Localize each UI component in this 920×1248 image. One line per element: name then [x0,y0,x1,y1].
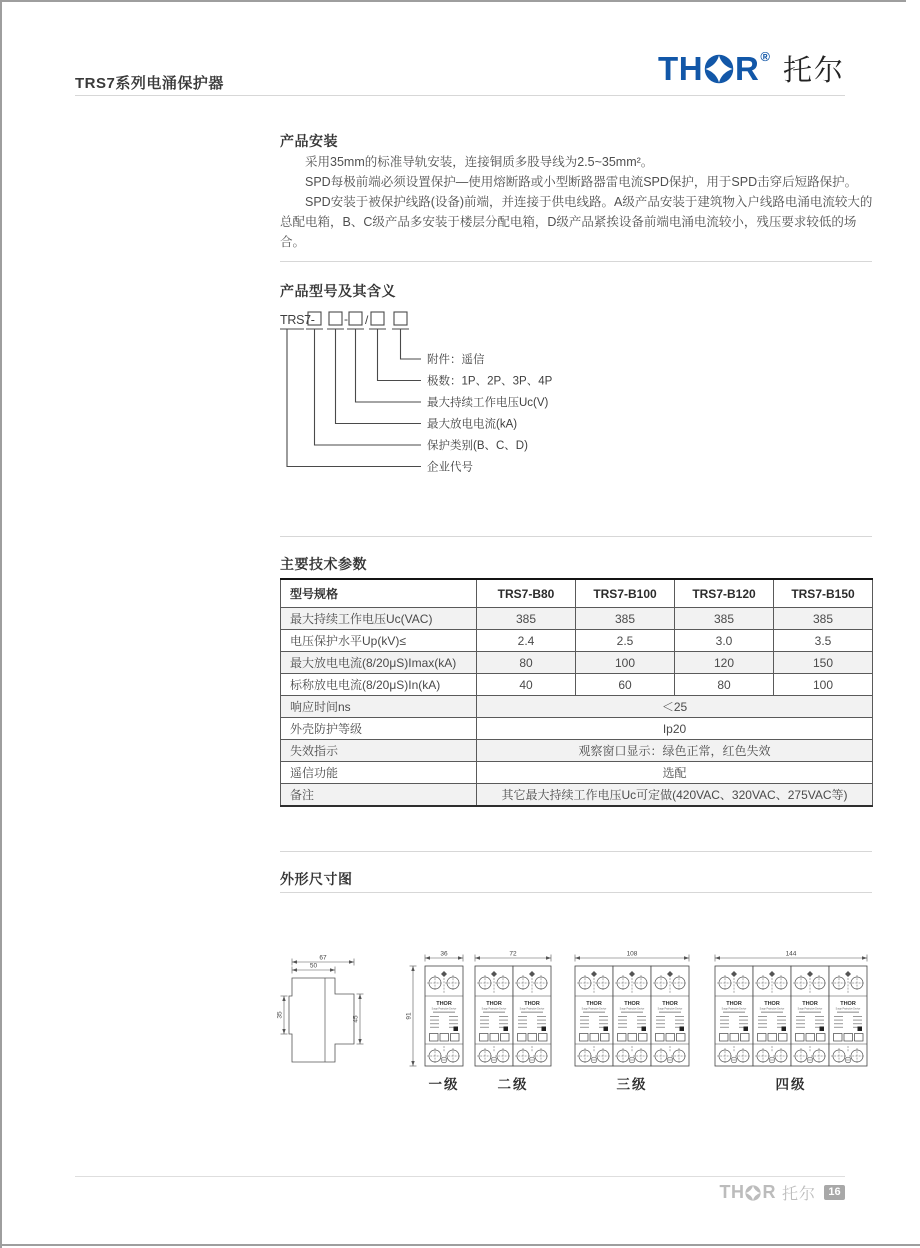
section-title-parameters: 主要技术参数 [280,556,367,572]
table-row-5 [281,696,873,718]
row-label: 最大持续工作电压Uc(VAC) [281,608,477,630]
row-label: 遥信功能 [281,762,477,784]
svg-text:THOR: THOR [840,1001,856,1007]
section-rule-3 [280,851,872,852]
svg-text:45: 45 [352,1015,360,1023]
section-title-dimensions: 外形尺寸图 [280,871,353,887]
table-row-4 [281,674,873,696]
module-group-label-3: 三级 [616,1077,648,1092]
svg-text:THOR: THOR [486,1001,502,1007]
model-code-diagram [280,303,875,483]
footer-logo-r: R [762,1182,776,1202]
module-group-1 [406,951,464,1093]
row-value-2: 100 [576,652,675,674]
dimension-drawings [276,948,872,1098]
module-group-3 [575,951,689,1093]
table-header-model-4: TRS7-B150 [774,579,873,608]
code-dash: - [344,312,348,326]
row-label: 响应时间ns [281,696,477,718]
logo-text-r: R [735,49,760,87]
table-header-label: 型号规格 [281,579,477,608]
module-group-label-2: 二级 [497,1077,529,1092]
svg-text:67: 67 [319,954,327,962]
callout-label-company: 企业代号 [427,461,473,474]
callout-line-5 [315,329,422,445]
section-rule-1 [280,261,872,262]
svg-text:Surge Protective Device: Surge Protective Device [835,1008,861,1011]
row-label: 最大放电电流(8/20μS)Imax(kA) [281,652,477,674]
dimensions-title-rule [280,892,872,893]
svg-text:35: 35 [276,1011,284,1019]
callout-label-class: 保护类别(B、C、D) [427,440,528,452]
table-header-model-2: TRS7-B100 [576,579,675,608]
code-box-2 [329,312,342,325]
section-title-model-meaning: 产品型号及其含义 [280,283,396,299]
svg-text:Surge Protective Device: Surge Protective Device [619,1008,645,1011]
svg-text:THOR: THOR [524,1001,540,1007]
svg-text:Surge Protective Device: Surge Protective Device [759,1008,785,1011]
code-box-3 [349,312,362,325]
callout-label-imax: 最大放电电流(kA) [427,418,518,431]
svg-text:50: 50 [309,962,318,970]
page-number-badge: 16 [824,1185,845,1200]
row-value-1: 2.4 [477,630,576,652]
module-group-2 [475,951,551,1093]
code-box-4 [371,312,384,325]
page-border-bottom [0,1244,920,1246]
row-label: 外壳防护等级 [281,718,477,740]
callout-line-1 [401,329,422,359]
svg-text:Surge Protective Device: Surge Protective Device [797,1008,823,1011]
callout-line-4 [336,329,422,424]
logo-chinese-name: 托尔 [782,55,845,87]
logo-text-th: TH [658,49,704,87]
row-label: 备注 [281,784,477,807]
thor-logo [658,48,845,89]
installation-paragraph-2: SPD每极前端必须设置保护—使用熔断路或小型断路器雷电流SPD保护，用于SPD击穿后短路保护。 [305,175,858,189]
section-rule-2 [280,536,872,537]
svg-text:THOR: THOR [764,1001,780,1007]
row-label: 标称放电电流(8/20μS)In(kA) [281,674,477,696]
page-title: TRS7系列电涌保护器 [75,75,224,92]
callout-label-poles: 极数：1P、2P、3P、4P [427,375,553,388]
svg-text:72: 72 [509,950,517,958]
svg-text:108: 108 [626,950,638,958]
parameters-table [280,578,873,807]
module-group-label-1: 一级 [428,1077,460,1092]
module-group-4 [715,951,867,1093]
svg-text:THOR: THOR [436,1001,452,1007]
thor-star-o-icon [704,54,734,84]
svg-text:Surge Protective Device: Surge Protective Device [481,1008,507,1011]
table-header-model-1: TRS7-B80 [477,579,576,608]
installation-paragraph-3: SPD安装于被保护线路(设备)前端，并连接于供电线路。A级产品安装于建筑物入户线路电涌电流较大的总配电箱，B、C级产品多安装于楼层分配电箱，D级产品紧挨设备前端电涌电流较小，残压要求较低的场合。 [280,195,873,249]
code-box-5 [394,312,407,325]
row-span-value: Ip20 [477,718,873,740]
callout-line-2 [378,329,422,381]
table-row-3 [281,652,873,674]
callout-label-accessory: 附件：遥信 [427,354,485,366]
table-row-9 [281,784,873,807]
header-rule [75,95,845,96]
callout-label-uc: 最大持续工作电压Uc(V) [427,397,549,409]
code-slash: / [365,313,369,327]
svg-text:91: 91 [405,1012,413,1020]
row-value-3: 385 [675,608,774,630]
module-group-label-4: 四级 [775,1077,807,1092]
footer [719,1181,845,1204]
page-border-left [0,0,2,1248]
thor-logo-wordmark [658,50,759,88]
registered-mark: ® [760,49,770,64]
table-row-8 [281,762,873,784]
row-label: 失效指示 [281,740,477,762]
svg-text:THOR: THOR [624,1001,640,1007]
row-span-value: ＜25 [477,696,873,718]
footer-logo-th: TH [719,1182,745,1202]
svg-text:Surge Protective Device: Surge Protective Device [657,1008,683,1011]
table-row-1 [281,608,873,630]
callout-line-3 [356,329,422,402]
row-value-3: 3.0 [675,630,774,652]
row-span-value: 观察窗口显示：绿色正常，红色失效 [477,740,873,762]
model-prefix: TRS7- [280,313,315,327]
table-row-2 [281,630,873,652]
svg-text:THOR: THOR [802,1001,818,1007]
row-value-4: 3.5 [774,630,873,652]
svg-text:Surge Protective Device: Surge Protective Device [519,1008,545,1011]
table-row-6 [281,718,873,740]
svg-text:36: 36 [440,950,448,958]
parameters-table-head [281,579,873,608]
svg-text:THOR: THOR [662,1001,678,1007]
footer-thor-wordmark [719,1182,776,1203]
row-span-value: 其它最大持续工作电压Uc可定做(420VAC、320VAC、275VAC等) [477,784,873,807]
row-value-2: 60 [576,674,675,696]
table-row-7 [281,740,873,762]
svg-text:Surge Protective Device: Surge Protective Device [721,1008,747,1011]
row-value-4: 100 [774,674,873,696]
footer-chinese-name: 托尔 [781,1186,816,1203]
row-value-4: 150 [774,652,873,674]
row-value-3: 80 [675,674,774,696]
svg-text:Surge Protective Device: Surge Protective Device [431,1008,457,1011]
footer-rule [75,1176,845,1177]
row-label: 电压保护水平Up(kV)≤ [281,630,477,652]
side-profile-drawing [277,955,364,1063]
installation-paragraphs [280,152,874,252]
svg-text:THOR: THOR [726,1001,742,1007]
footer-star-o-icon [745,1185,761,1201]
svg-text:Surge Protective Device: Surge Protective Device [581,1008,607,1011]
parameters-table-body [281,608,873,807]
row-value-2: 385 [576,608,675,630]
row-value-1: 40 [477,674,576,696]
row-span-value: 选配 [477,762,873,784]
row-value-1: 80 [477,652,576,674]
svg-text:144: 144 [785,950,797,958]
row-value-3: 120 [675,652,774,674]
section-title-installation: 产品安装 [280,133,338,149]
page-border-top [0,0,906,2]
row-value-4: 385 [774,608,873,630]
svg-text:THOR: THOR [586,1001,602,1007]
row-value-1: 385 [477,608,576,630]
installation-paragraph-1: 采用35mm的标准导轨安装，连接铜质多股导线为2.5~35mm²。 [305,155,654,169]
row-value-2: 2.5 [576,630,675,652]
table-header-model-3: TRS7-B120 [675,579,774,608]
